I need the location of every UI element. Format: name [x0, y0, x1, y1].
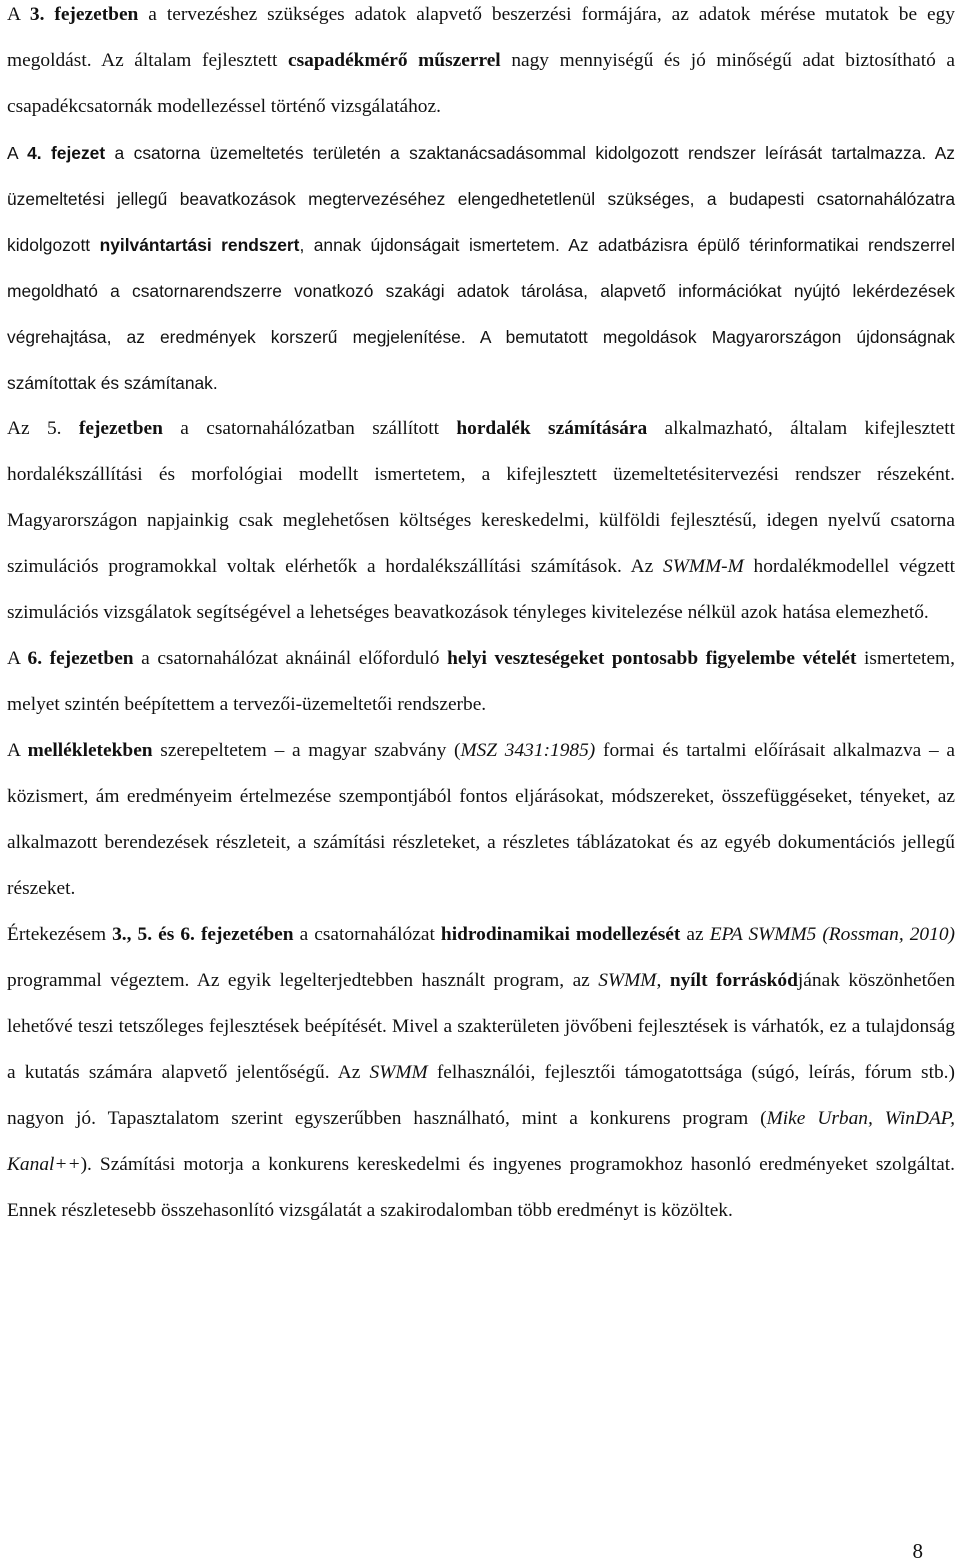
- text-run: felhasználói, fejlesztői támogatottsága (súgó, leírás, fórum stb.) nagyon jó. Tapasztalatom szerint egyszerűbben használható, mint a konkurens program (: [7, 1062, 955, 1129]
- paragraph: [7, 636, 955, 728]
- text-run: ismertetem, melyet szintén beépítettem a tervezői-üzemeltetői rendszerbe.: [7, 648, 955, 715]
- text-run: Értekezésem: [7, 924, 113, 945]
- bold-text: nyilvántartási rendszert: [99, 235, 300, 255]
- bold-text: 6. fejezetben: [27, 648, 134, 669]
- text-run: az: [680, 924, 710, 945]
- text-run: formai és tartalmi előírásait alkalmazva – a közismert, ám eredményeim értelmezése szempontjából fontos eljárásokat, módszereket, összefüggéseket, tényeket, az alkalmazott berendezések részleteit, a számítási részleteket, a részletes táblázatokat és az egyéb dokumentációs jellegű részeket.: [7, 740, 955, 899]
- text-run: programmal végeztem. Az egyik legelterjedtebben használt program, az: [7, 970, 599, 991]
- text-run: alkalmazható, általam kifejlesztett hordalékszállítási és morfológiai modellt ismertetem, a kifejlesztett üzemeltetésitervezési rendszer részeként. Magyarországon napjainkig csak meglehetősen költséges kereskedelmi, külföldi fejlesztésű, idegen nyelvű csatorna szimulációs programokkal voltak elérhetők a hordalékszállítási számítások. Az: [7, 418, 955, 577]
- bold-text: 3., 5. és 6. fejezetében: [112, 924, 294, 945]
- page-number: 8: [912, 1539, 923, 1563]
- text-run: ). Számítási motorja a konkurens kereskedelmi és ingyenes programokhoz hasonló eredményeket szolgáltat. Ennek részletesebb összehasonlító vizsgálatát a szakirodalomban több eredményt is közöltek.: [7, 1154, 955, 1221]
- italic-text: Mike Urban, WinDAP, Kanal++: [7, 1108, 955, 1175]
- text-run: a csatorna üzemeltetés területén a szaktanácsadásommal kidolgozott rendszer leírását tartalmazza. Az üzemeltetési jellegű beavatkozások megtervezéséhez elengedhetetlenül szükséges, a budapesti csatornahálózatra kidolgozott: [7, 143, 955, 255]
- italic-text: MSZ 3431:1985): [460, 740, 596, 761]
- bold-text: 3. fejezetben: [29, 4, 139, 25]
- bold-text: 4. fejezet: [27, 143, 106, 163]
- paragraph: [7, 130, 955, 406]
- text-run: szerepeltetem – a magyar szabvány (: [152, 740, 461, 761]
- paragraph: [7, 912, 955, 1234]
- text-run: ,: [656, 970, 670, 991]
- bold-text: mellékletekben: [27, 740, 153, 761]
- italic-text: EPA SWMM5 (Rossman, 2010): [709, 924, 955, 945]
- italic-text: SWMM-M: [663, 556, 744, 577]
- italic-text: SWMM: [369, 1062, 428, 1083]
- paragraph: [7, 0, 955, 130]
- paragraph: [7, 728, 955, 912]
- bold-text: csapadékmérő műszerrel: [287, 50, 501, 71]
- text-run: A: [7, 740, 28, 761]
- paragraph: [7, 406, 955, 636]
- text-run: A: [7, 648, 28, 669]
- text-run: a csatornahálózat: [293, 924, 441, 945]
- bold-text: helyi veszteségeket pontosabb figyelembe vételét: [447, 648, 857, 669]
- bold-text: hordalék számítására: [456, 418, 648, 439]
- italic-text: SWMM: [598, 970, 657, 991]
- text-run: nagy mennyiségű és jó minőségű adat biztosítható a csapadékcsatornák modellezéssel történő vizsgálatához.: [7, 50, 955, 117]
- text-run: a tervezéshez szükséges adatok alapvető beszerzési formájára, az adatok mérése mutatok be egy megoldást. Az általam fejlesztett: [7, 4, 956, 71]
- body-text: [7, 0, 955, 1234]
- text-run: hordalékmodellel végzett szimulációs vizsgálatok segítségével a lehetséges beavatkozások tényleges kivitelezése nélkül azok hatása elemezhető.: [7, 556, 955, 623]
- bold-text: hidrodinamikai modellezését: [440, 924, 681, 945]
- text-run: a csatornahálózat aknáinál előforduló: [133, 648, 448, 669]
- text-run: Az 5.: [7, 418, 79, 439]
- text-run: , annak újdonságait ismertetem. Az adatbázisra épülő térinformatikai rendszerrel megoldható a csatornarendszerre vonatkozó szakági adatok tárolása, alapvető információkat nyújtó lekérdezések végrehajtása, az eredmények korszerű megjelenítése. A bemutatott megoldások Magyarországon újdonságnak számítottak és számítanak.: [7, 235, 955, 393]
- text-run: A: [7, 4, 30, 25]
- bold-text: nyílt forráskód: [669, 970, 798, 991]
- text-run: a csatornahálózatban szállított: [162, 418, 457, 439]
- bold-text: fejezetben: [78, 418, 163, 439]
- text-run: jának köszönhetően lehetővé teszi tetszőleges fejlesztések beépítését. Mivel a szakterületen jövőbeni fejlesztések is várhatók, ez a tulajdonság a kutatás számára alapvető jelentőségű. Az: [7, 970, 956, 1083]
- text-run: A: [7, 143, 28, 163]
